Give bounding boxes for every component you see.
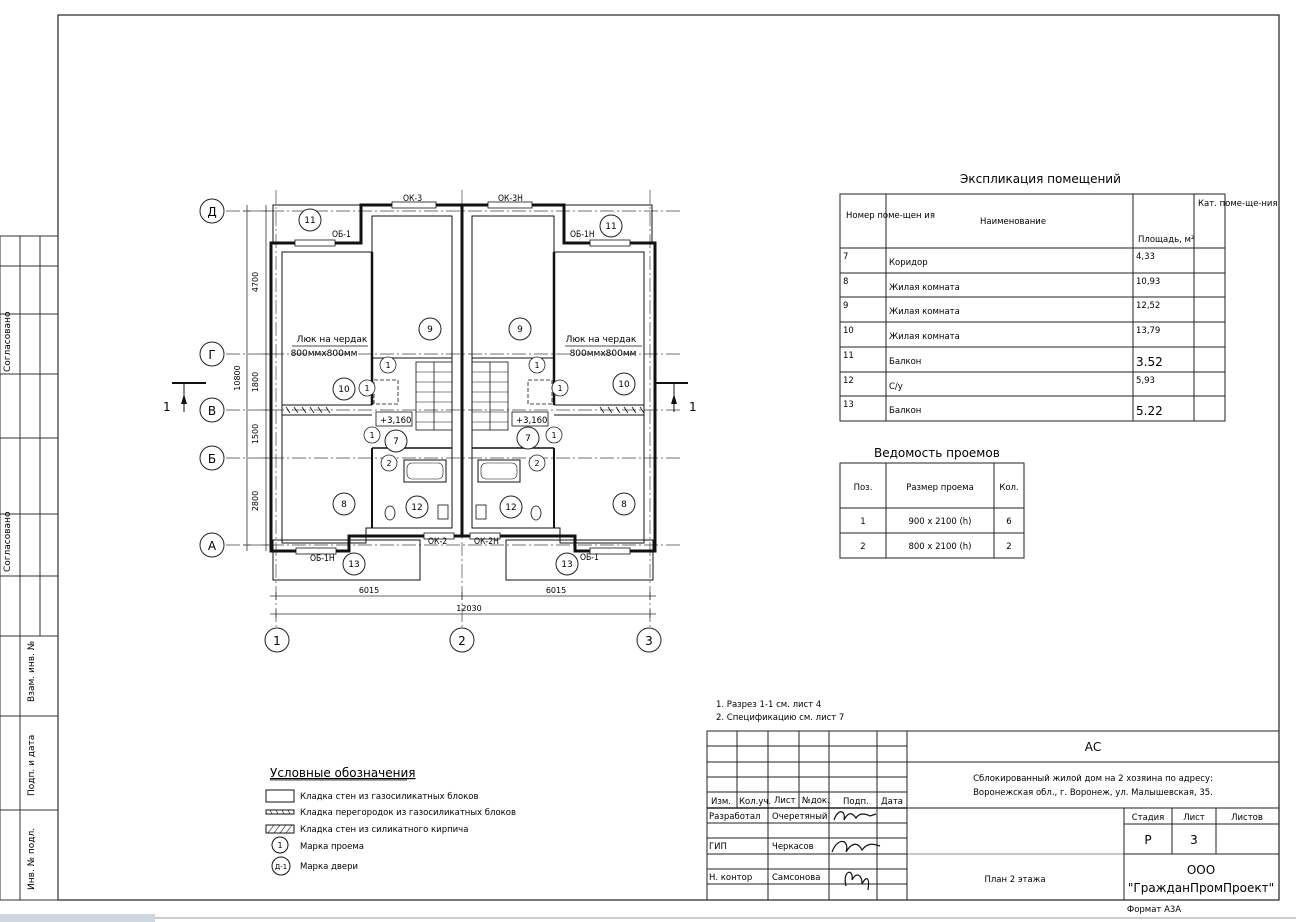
dim-6015-left: 6015 [358, 586, 380, 595]
expl-row-area: 5.22 [1136, 404, 1163, 418]
tb-format: Формат А3А [1126, 905, 1182, 915]
taskbar-strip [0, 914, 155, 922]
expl-row-num: 7 [843, 252, 849, 262]
legend [266, 766, 516, 875]
open-row-size: 900 х 2100 (h) [908, 517, 972, 527]
expl-header-cat: Кат. поме-ще-ния [1198, 199, 1278, 209]
legend-symbol-2: Д-1 [274, 863, 288, 871]
mark-ok3n: ОК-3Н [498, 194, 523, 204]
open-header-qty: Кол. [999, 483, 1019, 493]
mark-ob1n-top: ОБ-1Н [570, 230, 595, 240]
note-1: 1. Разрез 1-1 см. лист 4 [716, 700, 822, 710]
section-label-right: 1 [689, 400, 697, 414]
opening-1-d: 1 [534, 361, 540, 370]
opening-1-c: 1 [369, 431, 375, 440]
open-header-size: Размер проема [906, 483, 974, 493]
tb-role: Разработал [709, 812, 761, 822]
row-axis-bubbles [200, 199, 224, 557]
expl-row-name: Коридор [889, 258, 928, 268]
tb-drawing-name: План 2 этажа [984, 875, 1046, 885]
expl-row-num: 13 [843, 400, 854, 410]
tb-sheets-header: Листов [1231, 813, 1263, 823]
axis-label-D: Д [207, 205, 217, 219]
dim-4700: 4700 [251, 271, 260, 293]
tb-sheet: 3 [1190, 833, 1198, 847]
room-7-right: 7 [525, 434, 531, 444]
expl-row-num: 9 [843, 301, 849, 311]
expl-row-area: 10,93 [1136, 277, 1161, 287]
side-label-agreed-1: Согласовано [3, 311, 13, 372]
mark-ob1-bottom: ОБ-1 [580, 553, 599, 563]
expl-row-name: Балкон [889, 406, 922, 416]
expl-row-num: 12 [843, 376, 854, 386]
sheet-frame [58, 15, 1279, 900]
tb-stage: Р [1144, 833, 1152, 847]
opening-1-b: 1 [364, 384, 370, 393]
room-12-left: 12 [411, 503, 423, 513]
expl-row-name: Балкон [889, 357, 922, 367]
expl-row-name: С/у [889, 382, 903, 392]
room-7-left: 7 [393, 437, 399, 447]
tb-header-list: Лист [774, 796, 796, 806]
room-9-right: 9 [517, 325, 523, 335]
expl-row-name: Жилая комната [889, 307, 960, 317]
legend-title: Условные обозначения [270, 766, 416, 780]
dim-1800: 1800 [251, 371, 260, 393]
legend-item: Марка проема [300, 842, 364, 852]
room-8-right: 8 [621, 500, 627, 510]
dim-2800: 2800 [251, 490, 260, 512]
room-13-right: 13 [561, 560, 573, 570]
note-2: 2. Спецификацию см. лист 7 [716, 713, 845, 723]
mark-ob1n-bottom: ОБ-1Н [310, 554, 335, 564]
opening-2-b: 2 [534, 459, 540, 468]
room-13-left: 13 [348, 560, 360, 570]
tb-role: ГИП [709, 842, 727, 852]
axis-label-V: В [207, 404, 217, 418]
side-label-replace: Взам. инв. № [27, 640, 37, 702]
tb-name: Очеретяный [772, 812, 828, 822]
expl-row-num: 8 [843, 277, 849, 287]
tb-header-date: Дата [881, 797, 904, 807]
tb-header-ndok: №док. [802, 796, 830, 806]
mark-ok3: ОК-3 [403, 194, 423, 204]
dim-12030: 12030 [456, 604, 482, 613]
opening-2-a: 2 [386, 459, 392, 468]
side-label-sign-date: Подп. и дата [27, 734, 37, 796]
expl-row-num: 11 [843, 351, 854, 361]
open-row-size: 800 х 2100 (h) [908, 542, 972, 552]
axis-label-3: 3 [645, 634, 653, 648]
level-left: +3,160 [380, 416, 412, 426]
room-9-left: 9 [427, 325, 433, 335]
opening-1-e: 1 [557, 384, 563, 393]
expl-header-name: Наименование [980, 217, 1047, 227]
side-label-agreed-2: Согласовано [3, 511, 13, 572]
dim-10800: 10800 [233, 365, 242, 391]
explication-title: Экспликация помещений [960, 172, 1121, 186]
tb-address: Воронежская обл., г. Воронеж, ул. Малышевская, 35. [973, 788, 1213, 798]
axis-label-2: 2 [458, 634, 466, 648]
side-label-inv: Инв. № подл. [27, 827, 37, 890]
tb-name: Черкасов [772, 842, 814, 852]
mark-ob1-top: ОБ-1 [332, 230, 351, 240]
legend-item: Кладка стен из силикатного кирпича [300, 825, 469, 835]
expl-row-area: 12,52 [1136, 301, 1161, 311]
room-12-right: 12 [505, 503, 517, 513]
tb-header-koluch: Кол.уч. [739, 797, 772, 807]
tb-header-podp: Подп. [843, 797, 869, 807]
room-10-right: 10 [618, 380, 630, 390]
section-label-left: 1 [163, 400, 171, 414]
expl-row-area: 4,33 [1136, 252, 1155, 262]
tb-org-line2: "ГражданПромПроект" [1127, 881, 1275, 895]
hatch-label-right-1: Люк на чердак [565, 335, 637, 345]
expl-row-num: 10 [843, 326, 854, 336]
legend-item: Кладка стен из газосиликатных блоков [300, 792, 479, 802]
tb-sheet-header: Лист [1183, 813, 1205, 823]
legend-item: Кладка перегородок из газосиликатных блоков [300, 808, 516, 818]
expl-row-area: 5,93 [1136, 376, 1155, 386]
floor-plan [163, 190, 697, 652]
tb-stage-header: Стадия [1131, 813, 1165, 823]
expl-row-name: Жилая комната [889, 283, 960, 293]
room-11-right: 11 [605, 222, 617, 232]
tb-role: Н. контор [709, 873, 753, 883]
section-marks [172, 383, 688, 412]
axis-label-A: А [207, 539, 217, 553]
open-row-qty: 6 [1006, 517, 1012, 527]
hatch-label-left-1: Люк на чердак [296, 335, 368, 345]
expl-row-name: Жилая комната [889, 332, 960, 342]
dim-1500: 1500 [251, 423, 260, 445]
walls [271, 202, 655, 580]
legend-item: Марка двери [300, 862, 359, 872]
tb-header-izm: Изм. [711, 797, 731, 807]
mark-ok2: ОК-2 [428, 537, 448, 547]
openings-title: Ведомость проемов [874, 446, 1000, 460]
open-row-pos: 2 [860, 542, 866, 552]
axis-label-1: 1 [273, 634, 281, 648]
level-right: +3,160 [516, 416, 548, 426]
tb-name: Самсонова [772, 873, 821, 883]
expl-row-area: 3.52 [1136, 355, 1163, 369]
axis-label-G: Г [208, 348, 216, 362]
axis-label-B: Б [207, 452, 217, 466]
room-10-left: 10 [338, 385, 350, 395]
open-row-qty: 2 [1006, 542, 1012, 552]
open-row-pos: 1 [860, 517, 866, 527]
tb-project: Сблокированный жилой дом на 2 хозяина по адресу: [973, 774, 1213, 784]
opening-1-a: 1 [385, 361, 391, 370]
opening-1-f: 1 [551, 431, 557, 440]
axis-lines [226, 190, 680, 628]
tb-org-line1: ООО [1186, 863, 1216, 877]
tb-code: АС [1084, 740, 1102, 754]
hatch-label-right-2: 800ммх800мм [569, 349, 637, 359]
dim-6015-right: 6015 [545, 586, 567, 595]
expl-row-area: 13,79 [1136, 326, 1161, 336]
room-8-left: 8 [341, 500, 347, 510]
expl-header-area: Площадь, м² [1138, 235, 1195, 245]
expl-header-num: Номер поме-щен ия [846, 211, 935, 221]
mark-ok2n: ОК-2Н [474, 537, 499, 547]
hatch-label-left-2: 800ммх800мм [290, 349, 358, 359]
legend-symbol-1: 1 [277, 841, 283, 850]
open-header-pos: Поз. [853, 483, 873, 493]
room-11-left: 11 [304, 216, 316, 226]
